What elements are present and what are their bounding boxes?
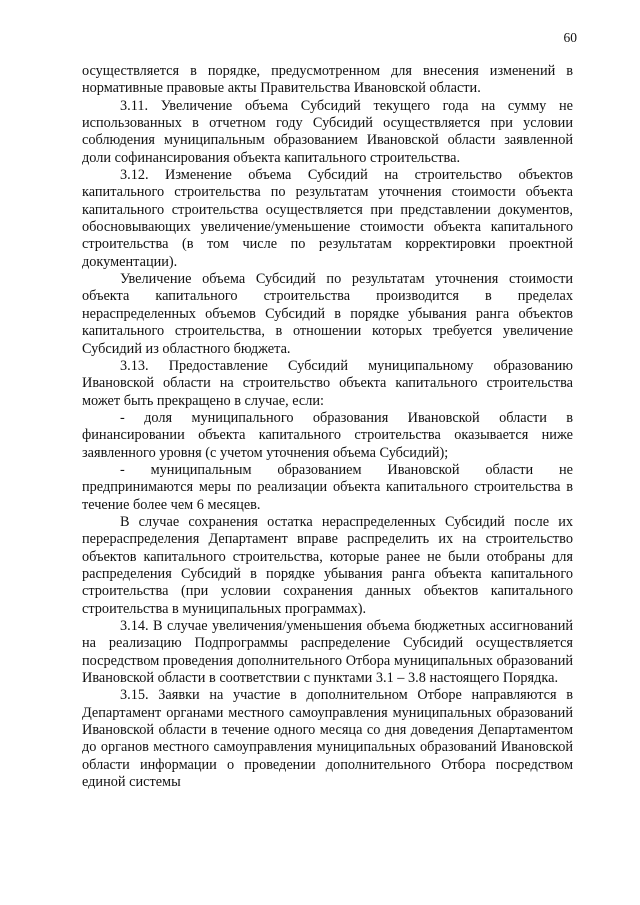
list-item-share: - доля муниципального образования Ивановской области в финансировании объекта капитального строительства оказывается ниже заявленного уровня (с учетом уточнения объема Субсидий); <box>82 409 573 461</box>
page-number: 60 <box>563 30 577 45</box>
paragraph-3-11: 3.11. Увеличение объема Субсидий текущего года на сумму не использованных в отчетном году Субсидий осуществляется при условии соблюдения муниципальным образованием Ивановской области заявленной доли софинансирования объекта капитального строительства. <box>82 97 573 166</box>
paragraph-3-12: 3.12. Изменение объема Субсидий на строительство объектов капитального строительства по результатам уточнения стоимости объекта капитального строительства осуществляется при представлении документов, обосновывающих увеличение/уменьшение стоимости объекта капитального строительства (в том числе по результатам корректировки проектной документации). <box>82 167 573 270</box>
paragraph-subsidy-increase: Увеличение объема Субсидий по результатам уточнения стоимости объекта капитального строительства производится в пределах нераспределенных объемов Субсидий в порядке убывания ранга объектов капитального строительства, в отношении которых требуется увеличение Субсидий из областного бюджета. <box>82 271 573 357</box>
paragraph-3-14: 3.14. В случае увеличения/уменьшения объема бюджетных ассигнований на реализацию Подпрограммы распределение Субсидий осуществляется посредством проведения дополнительного Отбора муниципальных образований Ивановской области в соответствии с пунктами 3.1 – 3.8 настоящего Порядка. <box>82 618 573 687</box>
paragraph-continuation: осуществляется в порядке, предусмотренном для внесения изменений в нормативные правовые акты Правительства Ивановской области. <box>82 63 573 97</box>
paragraph-redistribution: В случае сохранения остатка нераспределенных Субсидий после их перераспределения Департамент вправе распределить их на строительство объектов капитального строительства, которые ранее не были отобраны для распределения Субсидий в порядке убывания ранга объекта капитального строительства (при условии сохранения данных объектов капитального строительства в муниципальных программах). <box>82 513 573 617</box>
paragraph-3-15: 3.15. Заявки на участие в дополнительном Отборе направляются в Департамент органами местного самоуправления муниципальных образований Ивановской области в течение одного месяца со дня доведения Департаментом до органов местного самоуправления муниципальных образований Ивановской области информации о проведении дополнительного Отбора посредством единой системы <box>82 687 573 791</box>
paragraph-3-13: 3.13. Предоставление Субсидий муниципальному образованию Ивановской области на строительство объекта капитального строительства может быть прекращено в случае, если: <box>82 357 573 409</box>
list-item-measures: - муниципальным образованием Ивановской области не предпринимаются меры по реализации объекта капитального строительства в течение более чем 6 месяцев. <box>82 461 573 513</box>
document-body <box>82 63 573 791</box>
